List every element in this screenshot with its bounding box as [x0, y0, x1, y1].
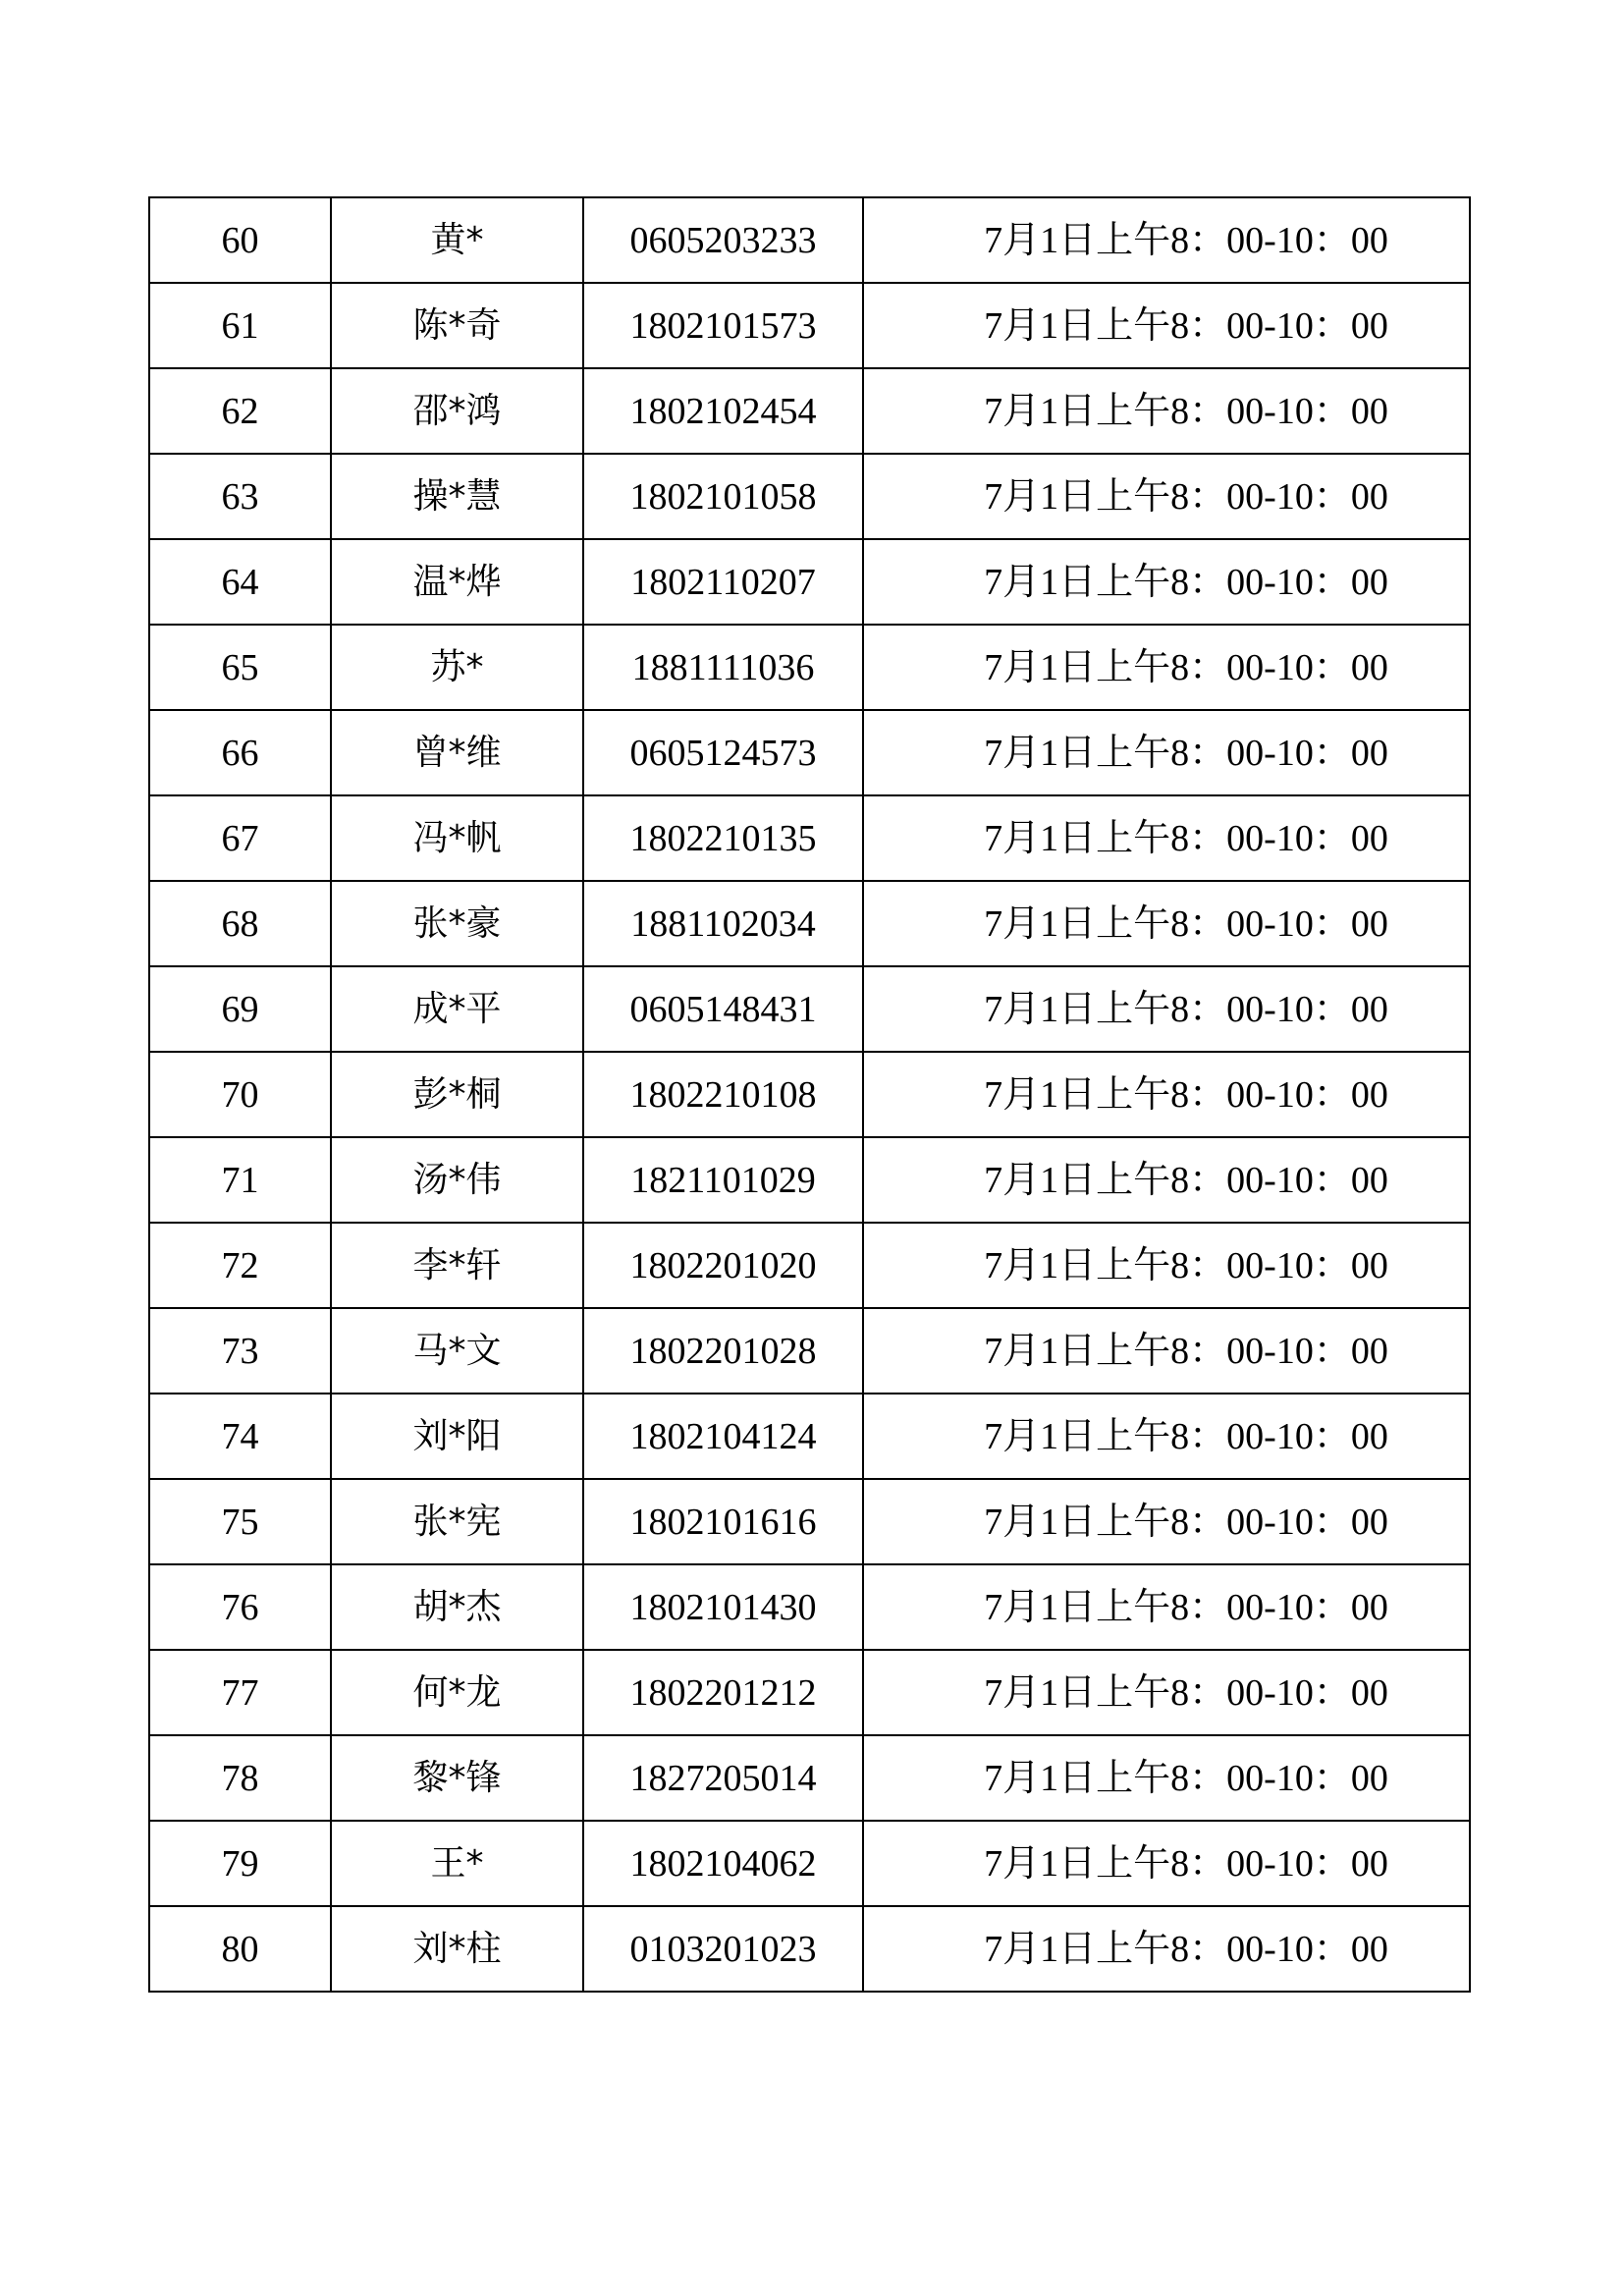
table-row — [149, 795, 1470, 881]
table-row — [149, 1906, 1470, 1992]
id-number-cell: 0605203233 — [583, 197, 863, 283]
time-slot-cell: 7月1日上午8：00-10：00 — [863, 283, 1470, 368]
id-number-cell: 1802201028 — [583, 1308, 863, 1394]
table-row — [149, 966, 1470, 1052]
row-number-cell: 77 — [149, 1650, 331, 1735]
id-number-cell: 1827205014 — [583, 1735, 863, 1821]
row-number-cell: 68 — [149, 881, 331, 966]
row-number-cell: 65 — [149, 625, 331, 710]
time-slot-cell: 7月1日上午8：00-10：00 — [863, 625, 1470, 710]
id-number-cell: 1881102034 — [583, 881, 863, 966]
time-slot-cell: 7月1日上午8：00-10：00 — [863, 795, 1470, 881]
name-cell: 邵*鸿 — [331, 368, 583, 454]
table-row — [149, 1052, 1470, 1137]
table-row — [149, 368, 1470, 454]
name-cell: 刘*柱 — [331, 1906, 583, 1992]
time-slot-cell: 7月1日上午8：00-10：00 — [863, 881, 1470, 966]
table-row — [149, 1479, 1470, 1564]
time-slot-cell: 7月1日上午8：00-10：00 — [863, 1906, 1470, 1992]
name-cell: 马*文 — [331, 1308, 583, 1394]
time-slot-cell: 7月1日上午8：00-10：00 — [863, 1137, 1470, 1223]
table-row — [149, 625, 1470, 710]
row-number-cell: 70 — [149, 1052, 331, 1137]
id-number-cell: 0103201023 — [583, 1906, 863, 1992]
time-slot-cell: 7月1日上午8：00-10：00 — [863, 539, 1470, 625]
name-cell: 刘*阳 — [331, 1394, 583, 1479]
id-number-cell: 1802104062 — [583, 1821, 863, 1906]
time-slot-cell: 7月1日上午8：00-10：00 — [863, 1821, 1470, 1906]
id-number-cell: 1802110207 — [583, 539, 863, 625]
time-slot-cell: 7月1日上午8：00-10：00 — [863, 966, 1470, 1052]
row-number-cell: 73 — [149, 1308, 331, 1394]
time-slot-cell: 7月1日上午8：00-10：00 — [863, 1650, 1470, 1735]
row-number-cell: 72 — [149, 1223, 331, 1308]
id-number-cell: 1802201212 — [583, 1650, 863, 1735]
time-slot-cell: 7月1日上午8：00-10：00 — [863, 710, 1470, 795]
table-row — [149, 1137, 1470, 1223]
name-cell: 何*龙 — [331, 1650, 583, 1735]
id-number-cell: 1821101029 — [583, 1137, 863, 1223]
roster-table-body — [149, 197, 1470, 1992]
name-cell: 彭*桐 — [331, 1052, 583, 1137]
roster-table — [148, 196, 1471, 1993]
id-number-cell: 0605124573 — [583, 710, 863, 795]
time-slot-cell: 7月1日上午8：00-10：00 — [863, 454, 1470, 539]
table-row — [149, 881, 1470, 966]
table-row — [149, 539, 1470, 625]
id-number-cell: 1802201020 — [583, 1223, 863, 1308]
id-number-cell: 1802101573 — [583, 283, 863, 368]
row-number-cell: 76 — [149, 1564, 331, 1650]
table-row — [149, 1223, 1470, 1308]
name-cell: 成*平 — [331, 966, 583, 1052]
time-slot-cell: 7月1日上午8：00-10：00 — [863, 1308, 1470, 1394]
row-number-cell: 63 — [149, 454, 331, 539]
time-slot-cell: 7月1日上午8：00-10：00 — [863, 1223, 1470, 1308]
table-row — [149, 1564, 1470, 1650]
id-number-cell: 1802101616 — [583, 1479, 863, 1564]
row-number-cell: 67 — [149, 795, 331, 881]
name-cell: 操*慧 — [331, 454, 583, 539]
id-number-cell: 1802101058 — [583, 454, 863, 539]
name-cell: 张*豪 — [331, 881, 583, 966]
name-cell: 张*宪 — [331, 1479, 583, 1564]
row-number-cell: 60 — [149, 197, 331, 283]
id-number-cell: 1802210135 — [583, 795, 863, 881]
time-slot-cell: 7月1日上午8：00-10：00 — [863, 1564, 1470, 1650]
table-row — [149, 283, 1470, 368]
row-number-cell: 66 — [149, 710, 331, 795]
row-number-cell: 75 — [149, 1479, 331, 1564]
row-number-cell: 79 — [149, 1821, 331, 1906]
table-row — [149, 1735, 1470, 1821]
row-number-cell: 62 — [149, 368, 331, 454]
time-slot-cell: 7月1日上午8：00-10：00 — [863, 1052, 1470, 1137]
name-cell: 陈*奇 — [331, 283, 583, 368]
id-number-cell: 1802101430 — [583, 1564, 863, 1650]
row-number-cell: 64 — [149, 539, 331, 625]
time-slot-cell: 7月1日上午8：00-10：00 — [863, 1394, 1470, 1479]
row-number-cell: 74 — [149, 1394, 331, 1479]
row-number-cell: 61 — [149, 283, 331, 368]
id-number-cell: 1802102454 — [583, 368, 863, 454]
table-row — [149, 1308, 1470, 1394]
table-row — [149, 197, 1470, 283]
table-row — [149, 1821, 1470, 1906]
name-cell: 冯*帆 — [331, 795, 583, 881]
time-slot-cell: 7月1日上午8：00-10：00 — [863, 1735, 1470, 1821]
name-cell: 黎*锋 — [331, 1735, 583, 1821]
table-row — [149, 1650, 1470, 1735]
name-cell: 黄* — [331, 197, 583, 283]
id-number-cell: 0605148431 — [583, 966, 863, 1052]
id-number-cell: 1802104124 — [583, 1394, 863, 1479]
row-number-cell: 71 — [149, 1137, 331, 1223]
name-cell: 温*烨 — [331, 539, 583, 625]
row-number-cell: 78 — [149, 1735, 331, 1821]
row-number-cell: 80 — [149, 1906, 331, 1992]
name-cell: 胡*杰 — [331, 1564, 583, 1650]
name-cell: 曾*维 — [331, 710, 583, 795]
table-row — [149, 454, 1470, 539]
name-cell: 李*轩 — [331, 1223, 583, 1308]
table-row — [149, 1394, 1470, 1479]
time-slot-cell: 7月1日上午8：00-10：00 — [863, 368, 1470, 454]
row-number-cell: 69 — [149, 966, 331, 1052]
table-row — [149, 710, 1470, 795]
time-slot-cell: 7月1日上午8：00-10：00 — [863, 197, 1470, 283]
name-cell: 王* — [331, 1821, 583, 1906]
id-number-cell: 1881111036 — [583, 625, 863, 710]
name-cell: 汤*伟 — [331, 1137, 583, 1223]
id-number-cell: 1802210108 — [583, 1052, 863, 1137]
time-slot-cell: 7月1日上午8：00-10：00 — [863, 1479, 1470, 1564]
name-cell: 苏* — [331, 625, 583, 710]
